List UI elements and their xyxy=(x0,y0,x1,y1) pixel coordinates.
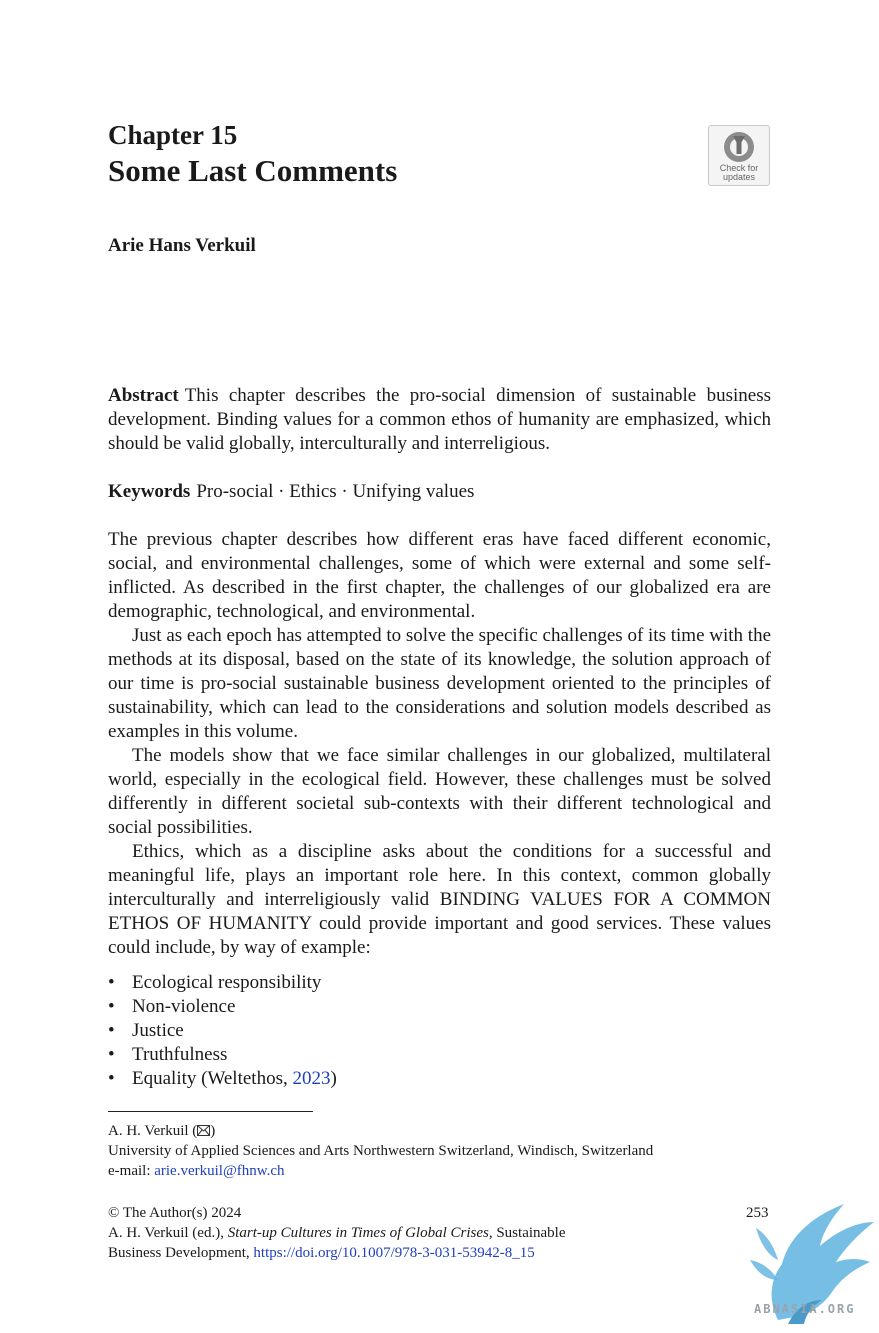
page-number: 253 xyxy=(746,1205,769,1221)
chapter-title: Some Last Comments xyxy=(108,153,398,188)
book-series: , Sustainable xyxy=(488,1225,566,1241)
values-list xyxy=(108,971,337,1091)
email-label: e-mail: xyxy=(108,1163,155,1179)
list-item-text: Equality (Weltethos, xyxy=(132,1068,293,1089)
email-link[interactable]: arie.verkuil@fhnw.ch xyxy=(154,1163,285,1179)
book-title: Start-up Cultures in Times of Global Crises xyxy=(227,1225,489,1241)
abstract-label: Abstract xyxy=(108,385,179,406)
abstract-text: This chapter describes the pro-social dimension of sustainable business development. Binding values for a common ethos of humanity are emphasized, which should be valid globally, interculturally and interreligious. xyxy=(108,385,771,454)
copyright-block xyxy=(108,1203,566,1263)
list-item-suffix: ) xyxy=(330,1068,337,1089)
list-item: • Ecological responsibility xyxy=(108,971,337,995)
list-item: • Non-violence xyxy=(108,995,337,1019)
abstract xyxy=(108,384,771,456)
check-for-updates-badge[interactable] xyxy=(708,125,770,186)
footnote-name: A. H. Verkuil ( xyxy=(108,1123,198,1139)
paragraph: Just as each epoch has attempted to solve the specific challenges of its time with the methods at its disposal, based on the state of its knowledge, the solution approach of our time is pro-social sustainable business development oriented to the principles of sustainability, which can lead to the considerations and solution models described as examples in this volume. xyxy=(108,625,771,742)
book-editor: A. H. Verkuil (ed.), xyxy=(108,1225,228,1241)
list-item xyxy=(108,1067,337,1091)
chapter-number: Chapter 15 xyxy=(108,120,238,150)
footnote-affiliation: University of Applied Sciences and Arts Northwestern Switzerland, Windisch, Switzerland xyxy=(108,1143,654,1159)
series-name: Business Development, xyxy=(108,1245,254,1261)
keywords xyxy=(108,480,771,504)
list-item: • Justice xyxy=(108,1019,337,1043)
copyright-line: © The Author(s) 2024 xyxy=(108,1205,242,1221)
paragraph: The models show that we face similar challenges in our globalized, multilateral world, especially in the ecological field. However, these challenges must be solved differently in different societal sub-contexts with their different technological and social possibilities. xyxy=(108,745,771,838)
badge-line-1: Check for xyxy=(719,163,759,173)
book-line xyxy=(108,1223,566,1243)
body-text xyxy=(108,528,771,960)
author-footnote xyxy=(108,1121,653,1181)
citation-link[interactable]: 2023 xyxy=(292,1068,331,1089)
footnote-name-line xyxy=(108,1121,653,1141)
footnote-email-line xyxy=(108,1161,653,1181)
check-for-updates-icon xyxy=(722,130,756,164)
footnote-rule xyxy=(108,1111,313,1112)
list-item: • Truthfulness xyxy=(108,1043,337,1067)
doi-link[interactable]: https://doi.org/10.1007/978-3-031-53942-8_15 xyxy=(253,1245,535,1261)
keywords-text: Pro-social · Ethics · Unifying values xyxy=(196,481,475,502)
watermark-text: ABNASIA.ORG xyxy=(754,1302,856,1316)
doi-line xyxy=(108,1243,566,1263)
paragraph: The previous chapter describes how different eras have faced different economic, social, and environmental challenges, some of which were external and some self-inflicted. As described in the first chapter, the challenges of our globalized era are demographic, technological, and environmental. xyxy=(108,529,771,622)
envelope-icon xyxy=(197,1125,210,1136)
paragraph: Ethics, which as a discipline asks about the conditions for a successful and meaningful life, plays an important role here. In this context, common globally interculturally and interreligiously valid BINDING VALUES FOR A COMMON ETHOS OF HUMANITY could provide important and good services. These values could include, by way of example: xyxy=(108,841,771,958)
badge-line-2: updates xyxy=(722,172,756,182)
footnote-name-suffix: ) xyxy=(210,1123,216,1139)
keywords-label: Keywords xyxy=(108,481,191,502)
author-name: Arie Hans Verkuil xyxy=(108,235,256,256)
